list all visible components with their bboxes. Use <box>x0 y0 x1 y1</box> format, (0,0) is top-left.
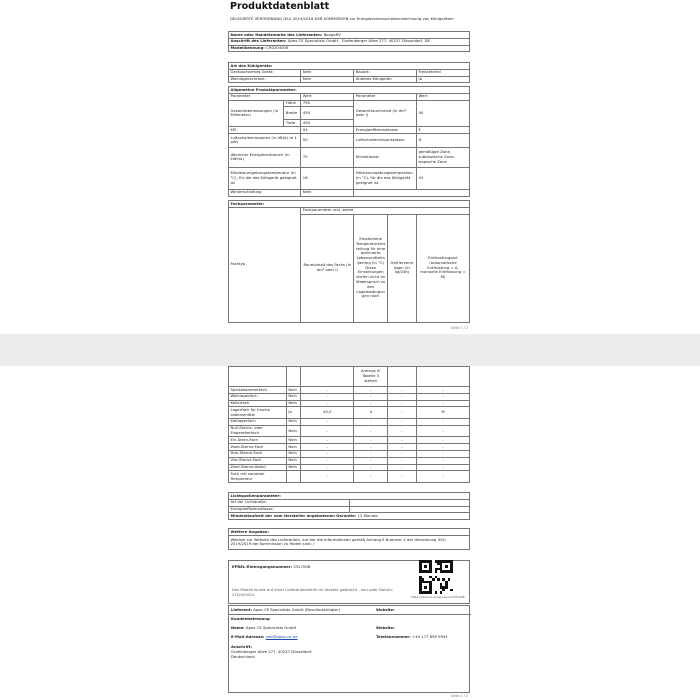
compartment-cell: - <box>416 387 469 394</box>
compartment-cell: Nein <box>286 418 300 425</box>
table-row <box>229 167 470 189</box>
compartment-cell: - <box>388 464 417 471</box>
compartment-cell: - <box>354 471 388 483</box>
cell: 75 <box>301 147 354 167</box>
eprel-label: EPREL-Eintragungsnummer: <box>232 564 293 569</box>
compartment-cell: Nein <box>286 450 300 457</box>
compartment-cell: - <box>301 457 354 464</box>
compartment-cell: - <box>416 393 469 400</box>
general-section-title: Allgemeine Produktparameter: <box>229 87 470 94</box>
cell: Freistehend <box>416 69 469 76</box>
qr-module <box>429 570 432 573</box>
supplier-label: Lieferant: <box>231 607 252 612</box>
cell: Geräuscharmes Gerät: <box>229 69 301 76</box>
page-title: Produktdatenblatt <box>230 1 330 12</box>
light-section-title: Lichtquellenparameter: <box>229 493 470 500</box>
name-label: Name: <box>231 625 245 630</box>
cell: 43 <box>416 167 469 189</box>
col-defrost: Entfrostungsart (automatische Entfrostung = A, manuelle Entfrostung = M) <box>416 214 469 322</box>
compartment-cell: - <box>388 400 417 407</box>
general-params-table <box>228 86 470 197</box>
compartment-cell: Nein <box>286 464 300 471</box>
compartment-cell: - <box>388 444 417 451</box>
cell: Nein <box>301 76 354 83</box>
compartment-cell: - <box>416 450 469 457</box>
cell: D <box>416 133 469 147</box>
regulation-text: DELEGIERTE VERORDNUNG (EU) 2019/2016 DER KOMMISSION zur Energieverbrauchskennzeichnung von Kühlgeräten <box>230 16 454 21</box>
qr-module <box>432 578 435 581</box>
compartment-cell: - <box>354 400 388 407</box>
compartment-cell: - <box>301 393 354 400</box>
compartment-cell: Zwei-Sterne-Fach <box>229 444 287 451</box>
temp-header-cont: Anhang IV Tabelle 3 stehen <box>354 367 388 387</box>
winter-label: Winterschaltung <box>229 189 301 196</box>
compartment-cell: Nein <box>286 457 300 464</box>
compartment-row <box>229 437 470 444</box>
eprel-number: 2317008 <box>293 564 311 569</box>
warranty-value: 12 Monate <box>357 512 378 518</box>
dim-height-label: Höhe <box>284 100 301 107</box>
compartment-cell: Nein <box>286 425 300 437</box>
cell: Luftschallemissionsklasse <box>354 133 417 147</box>
generated-text: Das Modell wurde auf einer Lieferantenstelle im Verkehr gebracht , neu oder Datum: 27/04/2024. <box>232 587 394 598</box>
address-line1: Grafenberger Allee 277, 40237 Düsseldorf <box>231 649 312 654</box>
qr-module <box>440 591 443 594</box>
compartment-cell: Ja <box>286 407 300 419</box>
compartment-cell: - <box>301 444 354 451</box>
compartment-cell: Drei-Sterne-Fach <box>229 450 287 457</box>
supplier-name: BougeRV <box>323 31 341 37</box>
compartment-cell: - <box>416 437 469 444</box>
compartment-values-header: Fachparameter und -werte <box>301 207 470 214</box>
cell: Luftschallemissionen (in dB(A) re 1 pW) <box>229 133 301 147</box>
table-row <box>229 189 470 196</box>
cell: Klimaklasse: <box>354 147 417 167</box>
cell: Bauart: <box>354 69 417 76</box>
qr-module <box>437 578 440 581</box>
compartment-cell: - <box>416 418 469 425</box>
compartment-cell: - <box>416 457 469 464</box>
compartment-cell: Kellerfach <box>229 400 287 407</box>
compartment-row <box>229 387 470 394</box>
compartment-cell: - <box>416 425 469 437</box>
cell: Nein <box>301 69 354 76</box>
light-type-label: Art der Lichtquelle: <box>229 499 350 506</box>
further-section-title: Weitere Angaben: <box>229 529 470 536</box>
compartment-cell: - <box>388 418 417 425</box>
further-text: Weblink zur Website des Lieferanten, auf der die Informationen gemäß Anhang II Nummer 4 der Verordnung (EU) 2019/2019 der Kommission zu finden sind: / <box>229 535 470 549</box>
compartment-cell: - <box>416 400 469 407</box>
table-row <box>229 133 470 147</box>
compartment-cell: - <box>354 457 388 464</box>
dim-width-label: Breite <box>284 107 301 120</box>
compartment-cell: Nein <box>286 400 300 407</box>
datasheet-page-1 <box>228 0 470 333</box>
compartment-cell: Kaltlagerfach <box>229 418 287 425</box>
compartment-cell: - <box>388 437 417 444</box>
cell: Energieeffizienzklasse <box>354 127 417 134</box>
cell: Anderes Kühlgerät: <box>354 76 417 83</box>
name-value: Apex CE Specialists GmbH <box>246 625 297 630</box>
compartment-cell: - <box>301 464 354 471</box>
light-table <box>228 492 470 520</box>
header-cell: Wert <box>416 93 469 100</box>
divider <box>229 614 471 615</box>
col-freezing: Gefriervermögen (in kg/24h) <box>388 214 417 322</box>
qr-module <box>422 578 425 581</box>
compartment-cell: - <box>354 450 388 457</box>
compartment-cell: Nein <box>286 393 300 400</box>
compartment-cell: Speisekammerfach <box>229 387 287 394</box>
compartment-cell: - <box>388 425 417 437</box>
compartment-cell: Lagerfach für frische Lebensmittel <box>229 407 287 419</box>
compartment-cell: Vier-Sterne-Fach <box>229 457 287 464</box>
further-table <box>228 528 470 550</box>
customer-service-title: Kundenbetreuung <box>231 616 270 621</box>
compartment-header-table <box>228 200 470 323</box>
compartment-cell: - <box>388 387 417 394</box>
compartment-cell: - <box>388 393 417 400</box>
col-volume: Rauminhalt des Fachs (in dm³ oder l) <box>301 214 354 322</box>
website2-label: Website: <box>376 625 395 630</box>
compartment-cell <box>286 471 300 483</box>
cell: Höchstumgebungstemperatur (in °C), für die das Kühlgerät geeignet ist <box>354 167 417 189</box>
cell: E <box>416 127 469 134</box>
compartment-cell: Weinlagerfach <box>229 393 287 400</box>
compartment-cell: - <box>416 471 469 483</box>
cell: Jährlicher Energieverbrauch (in kWh/a) <box>229 147 301 167</box>
cell: Weinlagerschrank: <box>229 76 301 83</box>
model-id: CR0204006 <box>266 45 289 51</box>
cell: gemäßigte Zone, subtropische Zone, tropische Zone <box>416 147 469 167</box>
compartment-row <box>229 450 470 457</box>
address-line2: Deutschland <box>231 654 255 659</box>
phone-label: Telefonnummer: <box>376 634 411 639</box>
compartment-cell: - <box>301 450 354 457</box>
table-row <box>229 147 470 167</box>
compartment-cell: - <box>354 444 388 451</box>
qr-url[interactable]: https://eprel.ec.europa.eu/qr/2317008 <box>411 595 465 599</box>
compartment-row <box>229 471 470 483</box>
qr-module <box>435 570 438 573</box>
compartment-cell: - <box>354 464 388 471</box>
col-temperature: Empfohlene Temperatureinstellung für eine optimierte Lebensmittellagerung (in °C) Diese Einstellungen dürfen nicht im Widerspruch zu den Lagerbedingungen nach <box>354 214 388 322</box>
cell: EEI <box>229 127 301 134</box>
compartment-cell: - <box>354 387 388 394</box>
compartment-table <box>228 366 470 483</box>
qr-module <box>424 565 427 568</box>
cell: 16 <box>301 167 354 189</box>
qr-module <box>435 591 438 594</box>
compartment-row <box>229 393 470 400</box>
supplier-table <box>228 31 470 52</box>
compartment-cell: - <box>416 464 469 471</box>
qr-module <box>445 586 448 589</box>
qr-module <box>437 563 440 566</box>
compartment-row <box>229 457 470 464</box>
qr-module <box>448 578 451 581</box>
compartment-cell: - <box>301 437 354 444</box>
light-class-value: - <box>349 506 470 513</box>
qr-module <box>437 568 440 571</box>
volume-label: Gesamtrauminhalt (in dm³ oder l) <box>354 100 417 127</box>
email-label: E-Mail-Adresse: <box>231 634 265 639</box>
model-label: Modellkennung: <box>230 45 265 51</box>
qr-module <box>442 589 445 592</box>
light-class-label: Energieeffizienzklasse: <box>229 506 350 513</box>
compartment-row <box>229 444 470 451</box>
compartment-cell: Zwei-Sterne-Abteil <box>229 464 287 471</box>
header-cell: Parameter <box>229 93 301 100</box>
type-section-title: Art des Kühlgeräts: <box>229 63 470 70</box>
page-number: Seite 2 / 2 <box>450 694 468 698</box>
supplier-address-label: Anschrift des Lieferanten: <box>230 38 287 44</box>
compartment-cell: Fach mit variabler Temperatur <box>229 471 287 483</box>
table-row <box>229 76 470 83</box>
compartment-row <box>229 464 470 471</box>
dim-height-value: 750 <box>301 100 354 107</box>
compartment-cell: - <box>388 450 417 457</box>
compartment-cell: Nein <box>286 387 300 394</box>
email-link[interactable]: info@apex-ce.de <box>265 634 298 639</box>
compartment-row <box>229 400 470 407</box>
table-row <box>229 127 470 134</box>
compartment-cell: Ein-Stern-Fach <box>229 437 287 444</box>
supplier-address: Apex CE Specialists GmbH , Grafenberger Allee 277, 40237 Düsseldorf, DE <box>287 38 430 44</box>
compartment-cell: - <box>301 387 354 394</box>
qr-module <box>450 570 453 573</box>
dims-label: Gesamtabmessungen (in Millimeter) <box>229 100 284 127</box>
qr-module <box>424 586 427 589</box>
cell: 94 <box>301 127 354 134</box>
compartment-cell: M <box>416 407 469 419</box>
compartment-cell: - <box>388 407 417 419</box>
website-label: Website: <box>376 607 395 612</box>
compartment-cell: - <box>354 393 388 400</box>
compartment-section-title: Fachparameter: <box>229 201 470 208</box>
compartment-cell: - <box>354 437 388 444</box>
qr-module <box>429 591 432 594</box>
cell: Ja <box>416 76 469 83</box>
compartment-cell: - <box>416 444 469 451</box>
qr-code[interactable] <box>419 560 453 594</box>
compartment-cell: Nein <box>286 437 300 444</box>
winter-value: Nein <box>301 189 354 196</box>
compartment-cell: - <box>301 471 354 483</box>
dim-depth-value: 450 <box>301 120 354 127</box>
compartment-row <box>229 418 470 425</box>
compartment-cell: - <box>354 425 388 437</box>
compartment-cell: 40,0 <box>301 407 354 419</box>
compartment-cell: - <box>301 418 354 425</box>
supplier-value: Apex CE Specialists GmbH (Bevollmächtigter) <box>253 607 341 612</box>
compartment-cell: Nein <box>286 444 300 451</box>
cell: 50 <box>301 133 354 147</box>
table-row <box>229 69 470 76</box>
compartment-cell: - <box>354 418 388 425</box>
qr-module <box>445 565 448 568</box>
header-cell: Wert <box>301 93 354 100</box>
volume-value: 40 <box>416 100 469 127</box>
eprel-box <box>228 560 470 604</box>
fachtyp-header: Fachtyp <box>229 207 301 322</box>
phone-value: +49 177 699 5991 <box>412 634 448 639</box>
datasheet-page-2 <box>228 366 470 700</box>
compartment-cell: - <box>388 457 417 464</box>
light-type-value: - <box>349 499 470 506</box>
compartment-row <box>229 425 470 437</box>
page-gap <box>0 334 700 366</box>
dim-depth-label: Tiefe <box>284 120 301 127</box>
compartment-cell: - <box>301 400 354 407</box>
warranty-label: Mindestlaufzeit der vom Hersteller angebotenen Garantie: <box>230 512 357 518</box>
compartment-cell: Null-Sterne- oder Eisbereiterfach <box>229 425 287 437</box>
compartment-cell: 4 <box>354 407 388 419</box>
compartment-cell: - <box>301 425 354 437</box>
supplier-name-label: Name oder Handelsmarke des Lieferanten: <box>230 31 323 37</box>
page-number: Seite 1 / 2 <box>450 326 468 330</box>
compartment-row <box>229 407 470 419</box>
type-table <box>228 62 470 83</box>
cell: Mindestumgebungstemperatur (in °C), für die das Kühlgerät geeignet ist <box>229 167 301 189</box>
dim-width-value: 450 <box>301 107 354 120</box>
compartment-cell: - <box>388 471 417 483</box>
address-label: Anschrift: <box>231 644 253 649</box>
qr-module <box>450 589 453 592</box>
header-cell: Parameter <box>354 93 417 100</box>
contact-box <box>228 605 470 693</box>
